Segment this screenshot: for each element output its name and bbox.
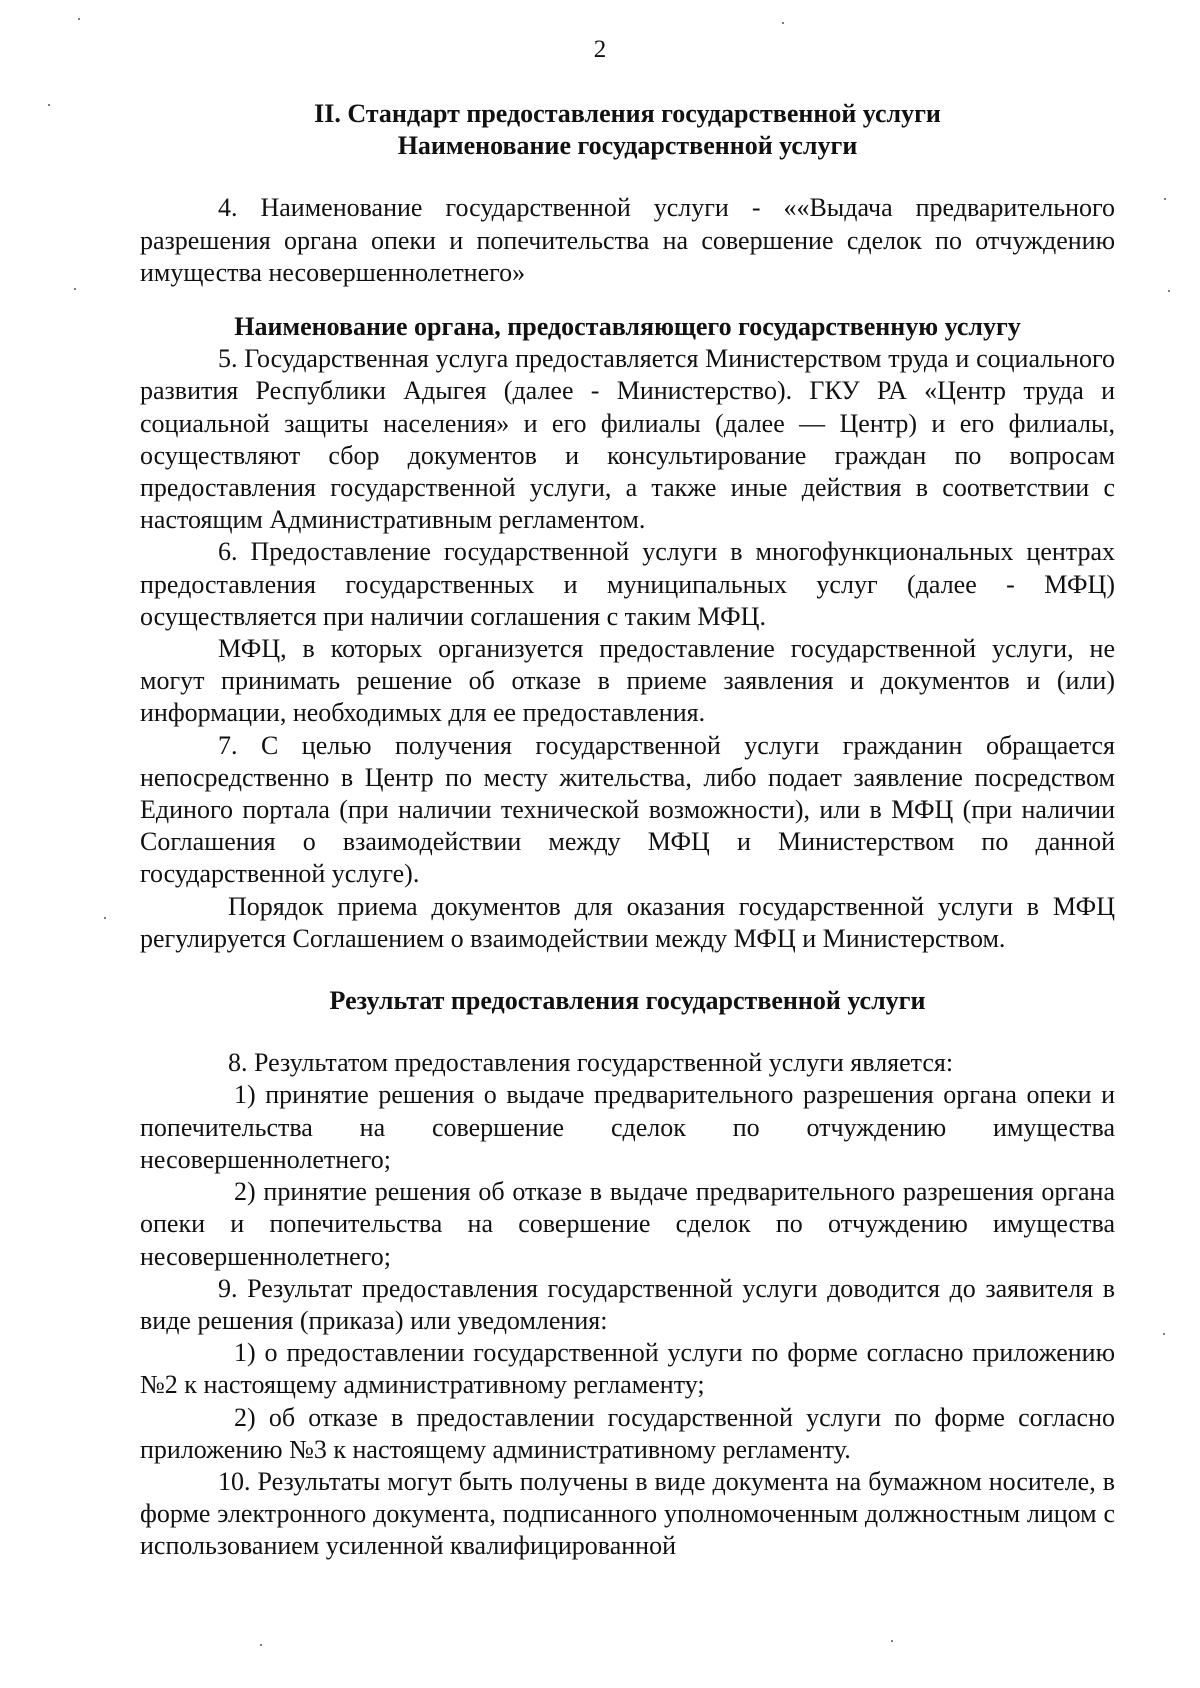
scan-speck bbox=[891, 1640, 893, 1642]
paragraph-9-item-2: 2) об отказе в предоставлении государственной услуги по форме согласно приложению №3 к настоящему административному регламенту. bbox=[140, 1402, 1115, 1464]
paragraph-7b: Порядок приема документов для оказания государственной услуги в МФЦ регулируется Соглашением о взаимодействии между МФЦ и Министерством. bbox=[140, 891, 1115, 953]
paragraph-8-item-2: 2) принятие решения об отказе в выдаче предварительного разрешения органа опеки и попечительства на совершение сделок по отчуждению имущества несовершеннолетнего; bbox=[140, 1177, 1115, 1271]
scan-speck bbox=[1164, 198, 1166, 200]
scan-speck bbox=[1163, 1333, 1165, 1335]
paragraph-9-item-1: 1) о предоставлении государственной услуги по форме согласно приложению №2 к настоящему административному регламенту; bbox=[140, 1338, 1115, 1400]
page-number: 2 bbox=[593, 36, 607, 63]
scan-speck bbox=[782, 22, 784, 24]
section-heading: II. Стандарт предоставления государственной услуги bbox=[314, 99, 941, 128]
paragraph-7: 7. С целью получения государственной услуги гражданин обращается непосредственно в Центр по месту жительства, либо подает заявление посредством Единого портала (при наличии технической возможности), или в МФЦ (при наличии Соглашения о взаимодействии между МФЦ и Министерством по данной государственной услуге). bbox=[140, 730, 1115, 889]
subsection-heading-service-name: Наименование государственной услуги bbox=[397, 131, 858, 161]
paragraph-6: 6. Предоставление государственной услуги в многофункциональных центрах предоставления государственных и муниципальных услуг (далее - МФЦ) осуществляется при наличии соглашения с таким МФЦ. bbox=[140, 537, 1115, 631]
paragraph-4: 4. Наименование государственной услуги - ««Выдача предварительного разрешения органа опеки и попечительства на совершение сделок по отчуждению имущества несовершеннолетнего» bbox=[140, 193, 1115, 287]
scan-speck bbox=[1168, 290, 1170, 292]
scan-speck bbox=[104, 917, 106, 919]
paragraph-8: 8. Результатом предоставления государственной услуги является: bbox=[228, 1048, 954, 1078]
subsection-heading-result: Результат предоставления государственной услуги bbox=[329, 986, 926, 1016]
scan-speck bbox=[260, 1644, 262, 1646]
document-body bbox=[140, 98, 1115, 1563]
paragraph-6b: МФЦ, в которых организуется предоставление государственной услуги, не могут принимать решение об отказе в приеме заявления и документов и (или) информации, необходимых для ее предоставления. bbox=[140, 634, 1115, 728]
paragraph-10: 10. Результаты могут быть получены в виде документа на бумажном носителе, в форме электронного документа, подписанного уполномоченным должностным лицом с использованием усиленной квалифицированной bbox=[140, 1466, 1115, 1561]
paragraph-8-item-1: 1) принятие решения о выдаче предварительного разрешения органа опеки и попечительства на совершение сделок по отчуждению имущества несовершеннолетнего; bbox=[140, 1080, 1115, 1174]
scan-speck bbox=[78, 18, 80, 20]
scan-speck bbox=[74, 288, 76, 290]
subsection-heading-organ: Наименование органа, предоставляющего государственную услугу bbox=[234, 312, 1021, 342]
paragraph-5: 5. Государственная услуга предоставляется Министерством труда и социального развития Республики Адыгея (далее - Министерство). ГКУ РА «Центр труда и социальной защиты населения» и его филиалы (далее — Центр) и его филиалы, осуществляют сбор документов и консультирование граждан по вопросам предоставления государственной услуги, а также иные действия в соответствии с настоящим Административным регламентом. bbox=[140, 344, 1115, 535]
paragraph-9: 9. Результат предоставления государственной услуги доводится до заявителя в виде решения (приказа) или уведомления: bbox=[140, 1273, 1115, 1335]
scan-speck bbox=[48, 104, 50, 106]
